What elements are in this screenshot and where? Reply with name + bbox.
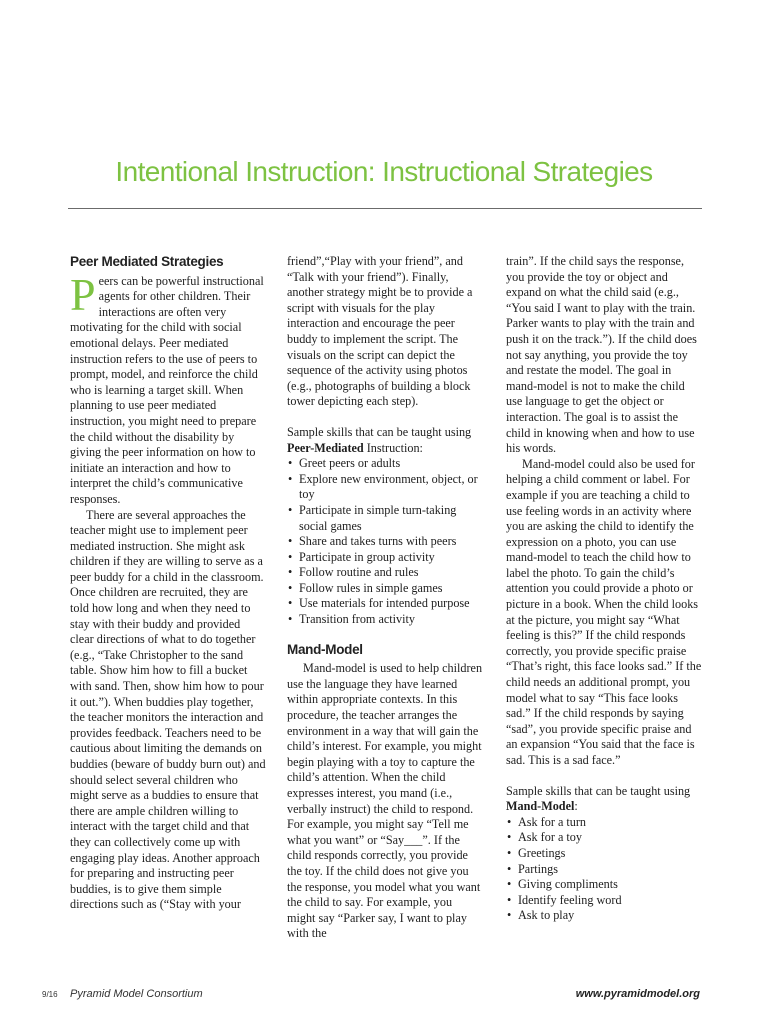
- paragraph-text: eers can be powerful instructional agents for other children. Their interactions are often very motivating for the child with social emotional delays. Peer mediated instruction refers to the use of peers to prompt, model, and reinforce the child who is learning a target skill. When planning to use peer mediated instruction, you might need to prepare the child without the disability by giving the peer information on how to initiate an interaction and how to interpret the child’s communicative responses.: [70, 273, 264, 506]
- section-heading-peer-mediated: Peer Mediated Strategies: [70, 254, 224, 269]
- column-1: [70, 254, 266, 913]
- skills-list-mand-model: [506, 815, 702, 924]
- list-item: • Giving compliments: [506, 877, 702, 893]
- skills-intro-label: Mand-Model: [506, 799, 575, 814]
- title-divider: [68, 208, 702, 209]
- list-item: • Ask to play: [506, 908, 702, 924]
- list-item: • Identify feeling word: [506, 893, 702, 909]
- list-item: • Follow rules in simple games: [287, 581, 483, 597]
- column-3: [506, 254, 702, 924]
- list-item: • Greet peers or adults: [287, 456, 483, 472]
- skills-intro-label: Peer-Mediated: [287, 440, 364, 455]
- paragraph: [287, 661, 483, 942]
- skills-list-peer-mediated: [287, 456, 483, 628]
- section-heading-mand-model: Mand-Model: [287, 641, 363, 657]
- paragraph-text: Mand-model is used to help children use the language they have learned within appropriate contexts. In this procedure, the teacher arranges the environment in a way that will gain the child’s interest. For example, you might begin playing with a toy to capture the child’s attention. When the child expresses interest, you mand (i.e., verbally instruct) the child to respond. For example, you might say “Tell me what you want” or “Say___”. If the child responds correctly, you provide the toy. If the child does not give you the response, you model what you want the child to say. For example, you might say “Parker say, I want to play with the: [287, 661, 483, 941]
- page-number: 9/16: [42, 990, 58, 999]
- list-item: • Share and takes turns with peers: [287, 534, 483, 550]
- skills-intro-suffix: :: [574, 799, 578, 814]
- page-title: Intentional Instruction: Instructional Strategies: [115, 156, 653, 187]
- skills-intro-suffix: Instruction:: [363, 440, 423, 455]
- column-2: [287, 254, 483, 942]
- list-item: • Explore new environment, object, or toy: [287, 472, 483, 503]
- list-item: • Transition from activity: [287, 612, 483, 628]
- skills-intro-text: Sample skills that can be taught using: [287, 424, 472, 439]
- skills-intro: [287, 425, 483, 456]
- paragraph-continued: [506, 254, 702, 457]
- paragraph-text: train”. If the child says the response, you provide the toy or object and expand on what the child said (e.g., “You said I want to play with the train. Parker wants to play with the train and push it on the track.”). If the child does not say anything, you provide the toy and restate the model. The goal in mand-model is not to make the child use language to get the object or interaction. The goal is to assist the child in knowing when and how to use his words.: [506, 254, 697, 456]
- paragraph-text: There are several approaches the teacher might use to implement peer mediated instruction. She might ask children if they are willing to serve as a peer buddy for a child in the classroom. Once children are recruited, they are told how long and when they need to stay with their buddy and provided clear directions of what to do together (e.g., “Take Christopher to the sand table. Show him how to fill a bucket with sand. Then, show him how to pour it out.”). When buddies play together, the teacher monitors the interaction and provides feedback. Teachers need to be cautious about limiting the demands on buddies (beware of buddy burn out) and should select several children who might serve as a buddies to ensure that there are ample children willing to interact with the target child and that they can collectively come up with engaging play ideas. Another approach for preparing and instructing peer buddies, is to give them simple directions such as (“Stay with your: [70, 507, 266, 912]
- list-item: • Participate in simple turn-taking social games: [287, 503, 483, 534]
- paragraph: Mand-model could also be used for helping a child comment or label. For example if you are teaching a child to use feeling words in an activity where you are asking the child to identify the expression on a photo, you can use mand-model to teach the child how to label the photo. To gain the child’s attention you could provide a photo or picture in a book. When the child looks at the picture, you might say “What feeling is this?” If the child responds correctly, you provide specific praise “That’s right, this face looks sad.” If the child needs an additional prompt, you model what to say “This face looks sad.” If the child responds by saying “sad”, you provide specific praise and an expansion “You said that the face is sad. This is a sad face.”: [506, 456, 702, 767]
- drop-cap: P: [70, 268, 96, 320]
- paragraph: [70, 268, 266, 508]
- skills-intro: [506, 784, 702, 815]
- list-item: • Greetings: [506, 846, 702, 862]
- list-item: • Follow routine and rules: [287, 565, 483, 581]
- paragraph-continued: [287, 254, 483, 410]
- list-item: • Ask for a toy: [506, 830, 702, 846]
- list-item: • Participate in group activity: [287, 550, 483, 566]
- paragraph: [70, 508, 266, 913]
- page-footer: [0, 988, 768, 1004]
- list-item: • Ask for a turn: [506, 815, 702, 831]
- skills-intro-text: Sample skills that can be taught using: [506, 783, 691, 798]
- list-item: • Use materials for intended purpose: [287, 596, 483, 612]
- footer-organization: Pyramid Model Consortium: [70, 988, 203, 1000]
- paragraph-text: friend”,“Play with your friend”, and “Talk with your friend”). Finally, another strategy might be to provide a script with visuals for the play interaction and encourage the peer buddy to implement the script. The visuals on the script can depict the sequence of the activity using photos (e.g., photographs of building a block tower depicting each step).: [287, 254, 473, 409]
- footer-website-link[interactable]: www.pyramidmodel.org: [575, 988, 700, 1000]
- list-item: • Partings: [506, 862, 702, 878]
